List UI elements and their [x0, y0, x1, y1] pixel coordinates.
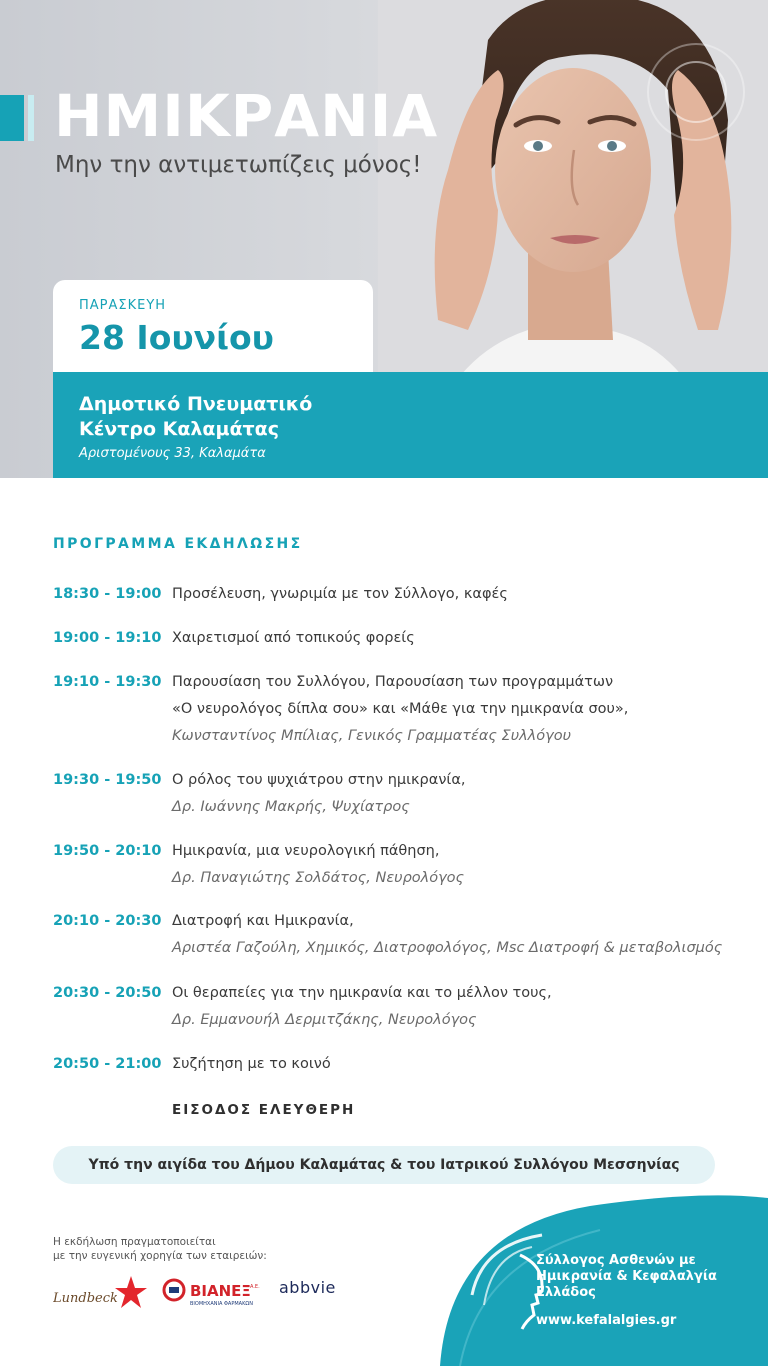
program-line: Ημικρανία, μια νευρολογική πάθηση,	[172, 843, 440, 859]
title-accent-bar-light	[28, 95, 34, 141]
program-line: «Ο νευρολόγος δίπλα σου» και «Μάθε για την ημικρανία σου»,	[172, 701, 629, 717]
star-icon	[115, 1276, 147, 1308]
program-speaker: Δρ. Ιωάννης Μακρής, Ψυχίατρος	[172, 799, 410, 815]
program-description	[172, 625, 415, 652]
lundbeck-logo	[53, 1272, 148, 1312]
program-time: 19:30 - 19:50	[53, 772, 162, 788]
program-description	[172, 838, 464, 892]
program-description	[172, 980, 552, 1034]
program-time: 20:10 - 20:30	[53, 913, 162, 929]
title-accent-bar	[0, 95, 24, 141]
program-line: Παρουσίαση του Συλλόγου, Παρουσίαση των προγραμμάτων	[172, 674, 614, 690]
program-description	[172, 1051, 331, 1078]
program-description	[172, 767, 466, 821]
program-time: 18:30 - 19:00	[53, 586, 162, 602]
vianex-wordmark: ΒΙΑΝΕΞ	[190, 1282, 251, 1300]
program-speaker: Δρ. Εμμανουήλ Δερμιτζάκης, Νευρολόγος	[172, 1012, 477, 1028]
page-title: ΗΜΙΚΡΑΝΙΑ	[54, 82, 439, 150]
program-time: 19:00 - 19:10	[53, 630, 162, 646]
venue-address: Αριστομένους 33, Καλαμάτα	[79, 446, 266, 461]
abbvie-logo: abbvie	[279, 1278, 336, 1297]
date-card	[53, 280, 373, 372]
program-time: 19:10 - 19:30	[53, 674, 162, 690]
free-entry-label: ΕΙΣΟΔΟΣ ΕΛΕΥΘΕΡΗ	[172, 1102, 356, 1118]
association-line-1: Σύλλογος Ασθενών με	[536, 1253, 696, 1268]
program-line: Συζήτηση με το κοινό	[172, 1056, 331, 1072]
program-title: ΠΡΟΓΡΑΜΜΑ ΕΚΔΗΛΩΣΗΣ	[53, 536, 303, 552]
association-name	[536, 1253, 717, 1301]
program-description	[172, 581, 508, 608]
vianex-tagline: ΒΙΟΜΗΧΑΝΙΑ ΦΑΡΜΑΚΩΝ	[190, 1301, 253, 1307]
event-day: ΠΑΡΑΣΚΕΥΗ	[79, 298, 167, 313]
venue-line-1: Δημοτικό Πνευματικό	[79, 393, 313, 415]
program-line: Οι θεραπείες για την ημικρανία και το μέλλον τους,	[172, 985, 552, 1001]
association-line-2: Ημικρανία & Κεφαλαλγία	[536, 1269, 717, 1284]
program-line: Χαιρετισμοί από τοπικούς φορείς	[172, 630, 415, 646]
page-subtitle: Μην την αντιμετωπίζεις μόνος!	[55, 152, 422, 178]
event-date: 28 Ιουνίου	[79, 318, 274, 357]
program-time: 20:30 - 20:50	[53, 985, 162, 1001]
sponsor-text-line-1: Η εκδήλωση πραγματοποιείται	[53, 1236, 216, 1248]
program-line: Προσέλευση, γνωριμία με τον Σύλλογο, καφές	[172, 586, 508, 602]
program-speaker: Αριστέα Γαζούλη, Χημικός, Διατροφολόγος, Msc Διατροφή & μεταβολισμός	[172, 940, 723, 956]
sponsor-text-line-2: με την ευγενική χορηγία των εταιρειών:	[53, 1250, 267, 1262]
program-line: Ο ρόλος του ψυχιάτρου στην ημικρανία,	[172, 772, 466, 788]
lundbeck-wordmark: Lundbeck	[53, 1291, 118, 1306]
venue-card	[53, 372, 768, 478]
vianex-suffix: A.E.	[250, 1284, 260, 1290]
program-line: Διατροφή και Ημικρανία,	[172, 913, 354, 929]
vianex-logo	[162, 1274, 267, 1310]
hero-banner	[0, 0, 768, 478]
program-description	[172, 908, 722, 962]
program-description	[172, 669, 628, 750]
program-time: 20:50 - 21:00	[53, 1056, 162, 1072]
venue-name	[79, 392, 312, 442]
aegis-banner: Υπό την αιγίδα του Δήμου Καλαμάτας & του Ιατρικού Συλλόγου Μεσσηνίας	[53, 1146, 715, 1184]
program-time: 19:50 - 20:10	[53, 843, 162, 859]
program-speaker: Δρ. Παναγιώτης Σολδάτος, Νευρολόγος	[172, 870, 465, 886]
association-line-3: Ελλάδος	[536, 1285, 596, 1300]
website-link[interactable]: www.kefalalgies.gr	[536, 1313, 677, 1328]
sponsor-text	[53, 1235, 267, 1263]
venue-line-2: Κέντρο Καλαμάτας	[79, 418, 279, 440]
program-speaker: Κωνσταντίνος Μπίλιας, Γενικός Γραμματέας Συλλόγου	[172, 728, 571, 744]
